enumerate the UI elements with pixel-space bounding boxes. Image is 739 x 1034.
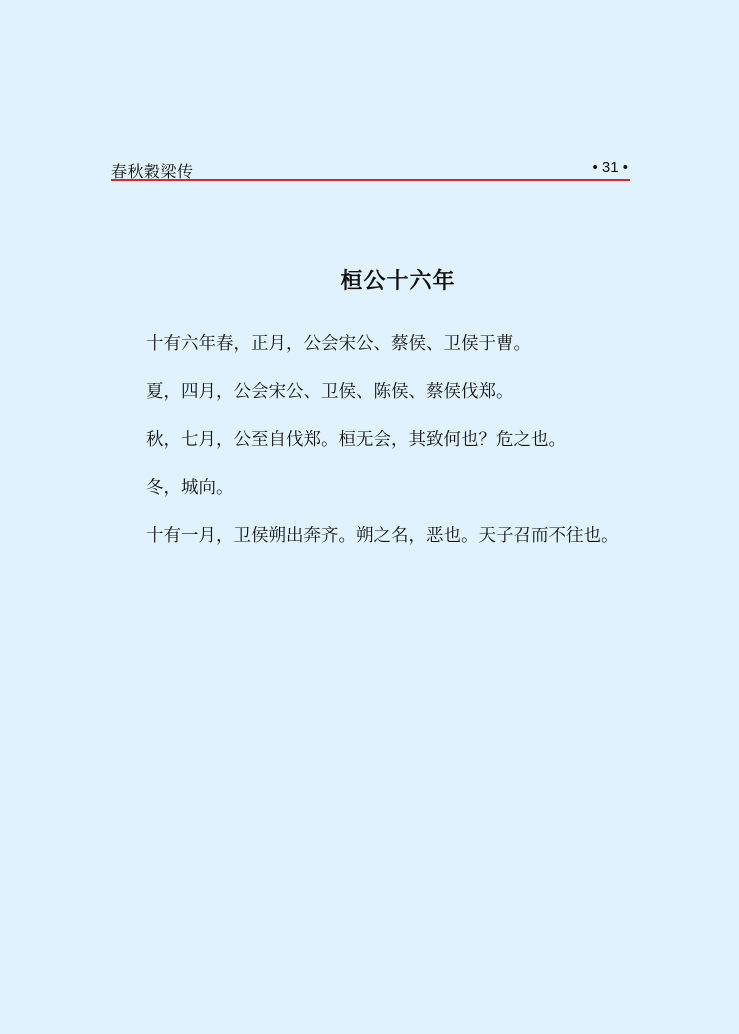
book-title: 春秋穀梁传 xyxy=(111,162,194,181)
chapter-title: 桓公十六年 xyxy=(340,268,456,294)
paragraph: 冬，城向。 xyxy=(146,478,234,498)
paragraph: 十有一月，卫侯朔出奔齐。朔之名，恶也。天子召而不往也。 xyxy=(146,526,619,546)
paragraph: 秋，七月，公至自伐郑。桓无会，其致何也？危之也。 xyxy=(146,430,566,450)
body-text xyxy=(111,331,630,571)
page-number: • 31 • xyxy=(592,159,628,176)
paragraph: 十有六年春，正月，公会宋公、蔡侯、卫侯于曹。 xyxy=(146,334,531,354)
running-header xyxy=(111,157,630,181)
paragraph: 夏，四月，公会宋公、卫侯、陈侯、蔡侯伐郑。 xyxy=(146,382,514,402)
